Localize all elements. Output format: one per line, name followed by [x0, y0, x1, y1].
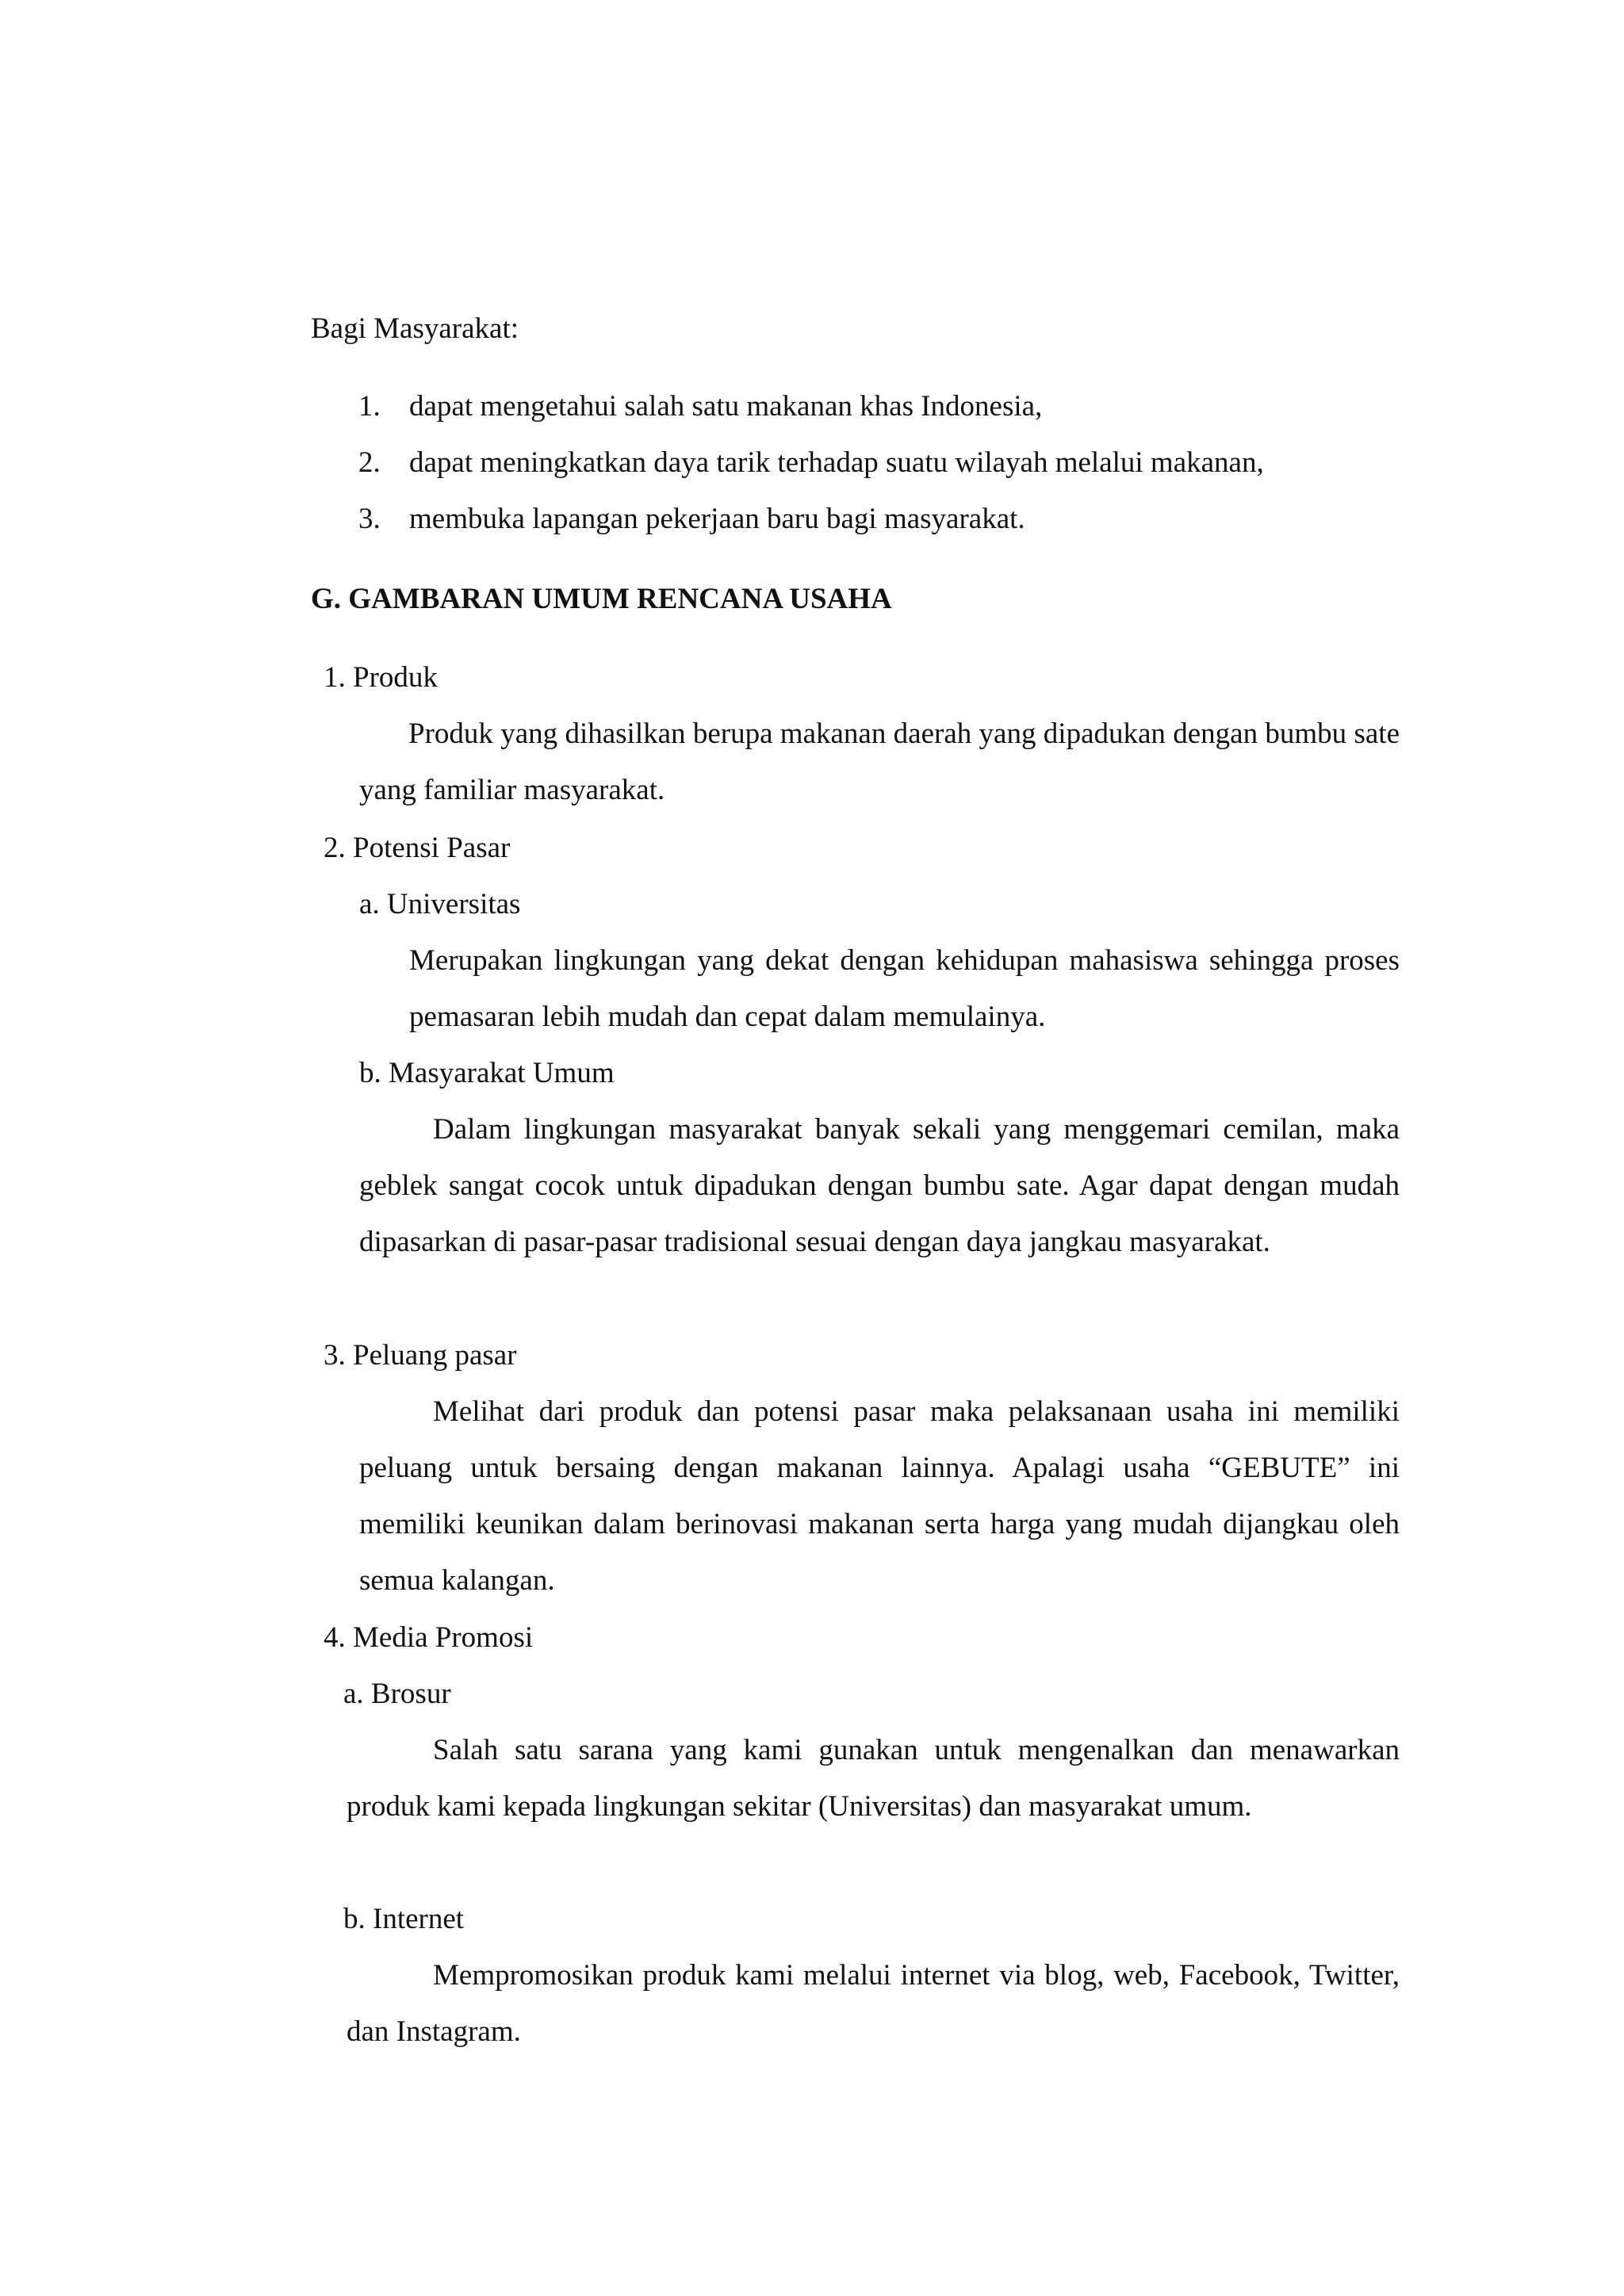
list-number: 3. — [358, 503, 381, 535]
paragraph-internet: Mempromosikan produk kami melalui internet via blog, web, Facebook, Twitter, dan Instagram. — [347, 1959, 1400, 2048]
intro-list-item — [358, 491, 1025, 547]
intro-list-item — [358, 434, 1264, 491]
list-number: 1. — [358, 390, 381, 423]
intro-label: Bagi Masyarakat: — [311, 312, 519, 345]
subsection-title-media-promosi: 4. Media Promosi — [324, 1621, 534, 1654]
paragraph-brosur: Salah satu sarana yang kami gunakan untuk mengenalkan dan menawarkan produk kami kepada lingkungan sekitar (Universitas) dan masyarakat umum. — [347, 1734, 1400, 1823]
paragraph-produk: Produk yang dihasilkan berupa makanan daerah yang dipadukan dengan bumbu sate yang familiar masyarakat. — [359, 718, 1400, 806]
list-text: dapat meningkatkan daya tarik terhadap suatu wilayah melalui makanan, — [409, 446, 1264, 479]
section-heading: G. GAMBARAN UMUM RENCANA USAHA — [311, 583, 892, 615]
paragraph-masyarakat-umum: Dalam lingkungan masyarakat banyak sekali yang menggemari cemilan, maka geblek sangat cocok untuk dipadukan dengan bumbu sate. Agar dapat dengan mudah dipasarkan di pasar-pasar tradisional sesuai dengan daya jangkau masyarakat. — [359, 1113, 1400, 1258]
item-title-brosur: a. Brosur — [343, 1678, 451, 1710]
subsection-title-potensi-pasar: 2. Potensi Pasar — [324, 832, 511, 864]
item-title-masyarakat-umum: b. Masyarakat Umum — [359, 1057, 615, 1089]
paragraph-peluang-pasar: Melihat dari produk dan potensi pasar maka pelaksanaan usaha ini memiliki peluang untuk bersaing dengan makanan lainnya. Apalagi usaha “GEBUTE” ini memiliki keunikan dalam berinovasi makanan serta harga yang mudah dijangkau oleh semua kalangan. — [359, 1395, 1400, 1597]
subsection-title-peluang-pasar: 3. Peluang pasar — [324, 1339, 517, 1372]
paragraph-universitas: Merupakan lingkungan yang dekat dengan kehidupan mahasiswa sehingga proses pemasaran lebih mudah dan cepat dalam memulainya. — [409, 944, 1400, 1033]
item-title-internet: b. Internet — [343, 1903, 465, 1935]
item-title-universitas: a. Universitas — [359, 888, 521, 920]
subsection-title-produk: 1. Produk — [324, 661, 438, 694]
list-number: 2. — [358, 446, 381, 479]
list-text: dapat mengetahui salah satu makanan khas Indonesia, — [409, 390, 1043, 423]
intro-list-item — [358, 378, 1042, 434]
list-text: membuka lapangan pekerjaan baru bagi masyarakat. — [409, 503, 1025, 535]
